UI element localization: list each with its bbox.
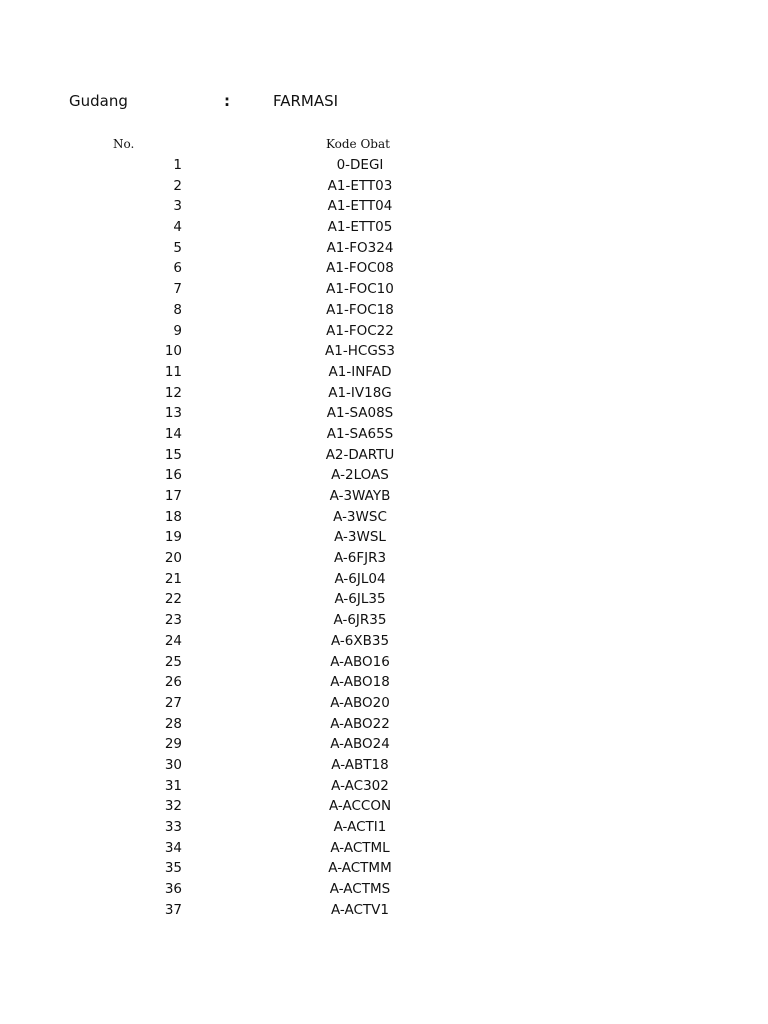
medicine-code: A-ABO20 [330,694,390,711]
table-row [0,279,768,300]
row-number: 11 [164,363,182,380]
row-number: 32 [164,798,182,815]
row-number: 15 [164,446,182,463]
column-header-code: Kode Obat [326,137,390,151]
medicine-code: A-6JL35 [334,591,386,608]
table-row [0,652,768,673]
medicine-code: A-ACTML [330,839,390,856]
table-row [0,589,768,610]
medicine-code: A-AC302 [331,777,389,794]
table-row [0,755,768,776]
row-number: 3 [173,198,182,215]
row-number: 18 [164,508,182,525]
row-number: 6 [173,260,182,277]
table-row [0,155,768,176]
medicine-code: A1-IV18G [328,384,392,401]
medicine-code: A-6FJR3 [333,550,387,567]
table-row [0,196,768,217]
medicine-code: A-6JL04 [334,570,386,587]
medicine-code: A1-FO324 [326,239,394,256]
table-row [0,734,768,755]
table-row [0,238,768,259]
medicine-code: A-ACTV1 [330,901,389,918]
table-row [0,610,768,631]
column-header-no: No. [113,137,135,151]
table-row [0,486,768,507]
row-number: 13 [164,405,182,422]
row-number: 8 [173,301,182,318]
warehouse-label: Gudang [69,92,128,110]
table-row [0,176,768,197]
table-row [0,362,768,383]
medicine-code: A-3WAYB [329,488,391,504]
row-number: 24 [164,632,182,649]
row-number: 28 [164,715,182,732]
medicine-code: A1-SA08S [326,405,394,422]
row-number: 1 [173,157,182,173]
row-number: 30 [164,756,182,773]
medicine-code: A-ABO22 [330,715,390,732]
table-row [0,714,768,735]
row-number: 26 [164,674,182,691]
medicine-code: A-ACTMS [329,881,391,898]
medicine-code: A-ACCON [328,798,392,815]
table-row [0,383,768,404]
header-colon: : [224,92,230,110]
medicine-code: A1-FOC22 [326,322,394,339]
row-number: 27 [164,694,182,711]
row-number: 31 [164,777,182,794]
medicine-code: A-ABO18 [330,674,390,691]
table-row [0,465,768,486]
row-number: 9 [173,322,182,339]
table-row [0,858,768,879]
medicine-code: A-2LOAS [331,467,389,484]
row-number: 2 [173,177,182,194]
table-row [0,321,768,342]
row-number: 7 [173,281,182,298]
row-number: 23 [164,612,182,629]
table-row [0,672,768,693]
medicine-code: A1-FOC10 [326,281,394,298]
table-row [0,631,768,652]
row-number: 5 [173,239,182,256]
row-number: 34 [164,839,182,856]
row-number: 12 [164,384,182,401]
row-number: 22 [164,591,182,608]
table-row [0,424,768,445]
table-row [0,300,768,321]
row-number: 21 [164,570,182,587]
row-number: 25 [164,653,182,670]
table-row [0,817,768,838]
table-row [0,569,768,590]
table-row [0,838,768,859]
table-row [0,900,768,921]
medicine-code: A-ABO24 [330,736,390,753]
medicine-code: A1-HCGS3 [325,343,395,360]
table-row [0,341,768,362]
medicine-code: A1-SA65S [326,425,394,442]
medicine-code: A-ACTMM [328,860,392,877]
medicine-code-table [0,155,768,920]
medicine-code: A-6XB35 [330,632,390,649]
medicine-code: A2-DARTU [325,446,395,463]
medicine-code: A-ABT18 [331,756,389,773]
row-number: 16 [164,467,182,484]
medicine-code: A-3WSC [333,508,387,525]
table-row [0,693,768,714]
medicine-code: A-3WSL [334,529,386,546]
table-row [0,527,768,548]
row-number: 29 [164,736,182,753]
warehouse-value: FARMASI [273,92,339,110]
table-row [0,403,768,424]
medicine-code: A1-ETT05 [327,219,393,236]
medicine-code: A-ABO16 [330,653,390,670]
medicine-code: A-ACTI1 [333,819,387,835]
medicine-code: A1-FOC08 [326,260,394,277]
row-number: 20 [164,550,182,567]
row-number: 17 [164,488,182,504]
warehouse-header [0,92,768,116]
medicine-code: 0-DEGI [336,157,384,173]
row-number: 10 [164,343,182,360]
row-number: 35 [164,860,182,877]
row-number: 14 [164,425,182,442]
row-number: 19 [164,529,182,546]
table-row [0,776,768,797]
medicine-code: A1-ETT04 [327,198,393,215]
medicine-code: A1-FOC18 [326,301,394,318]
table-row [0,548,768,569]
medicine-code: A1-INFAD [328,363,392,380]
table-row [0,258,768,279]
row-number: 36 [164,881,182,898]
medicine-code: A1-ETT03 [327,177,393,194]
row-number: 4 [173,219,182,236]
table-row [0,445,768,466]
table-row [0,217,768,238]
medicine-code: A-6JR35 [333,612,387,629]
row-number: 37 [164,901,182,918]
table-row [0,879,768,900]
table-row [0,507,768,528]
table-row [0,796,768,817]
row-number: 33 [164,819,182,835]
